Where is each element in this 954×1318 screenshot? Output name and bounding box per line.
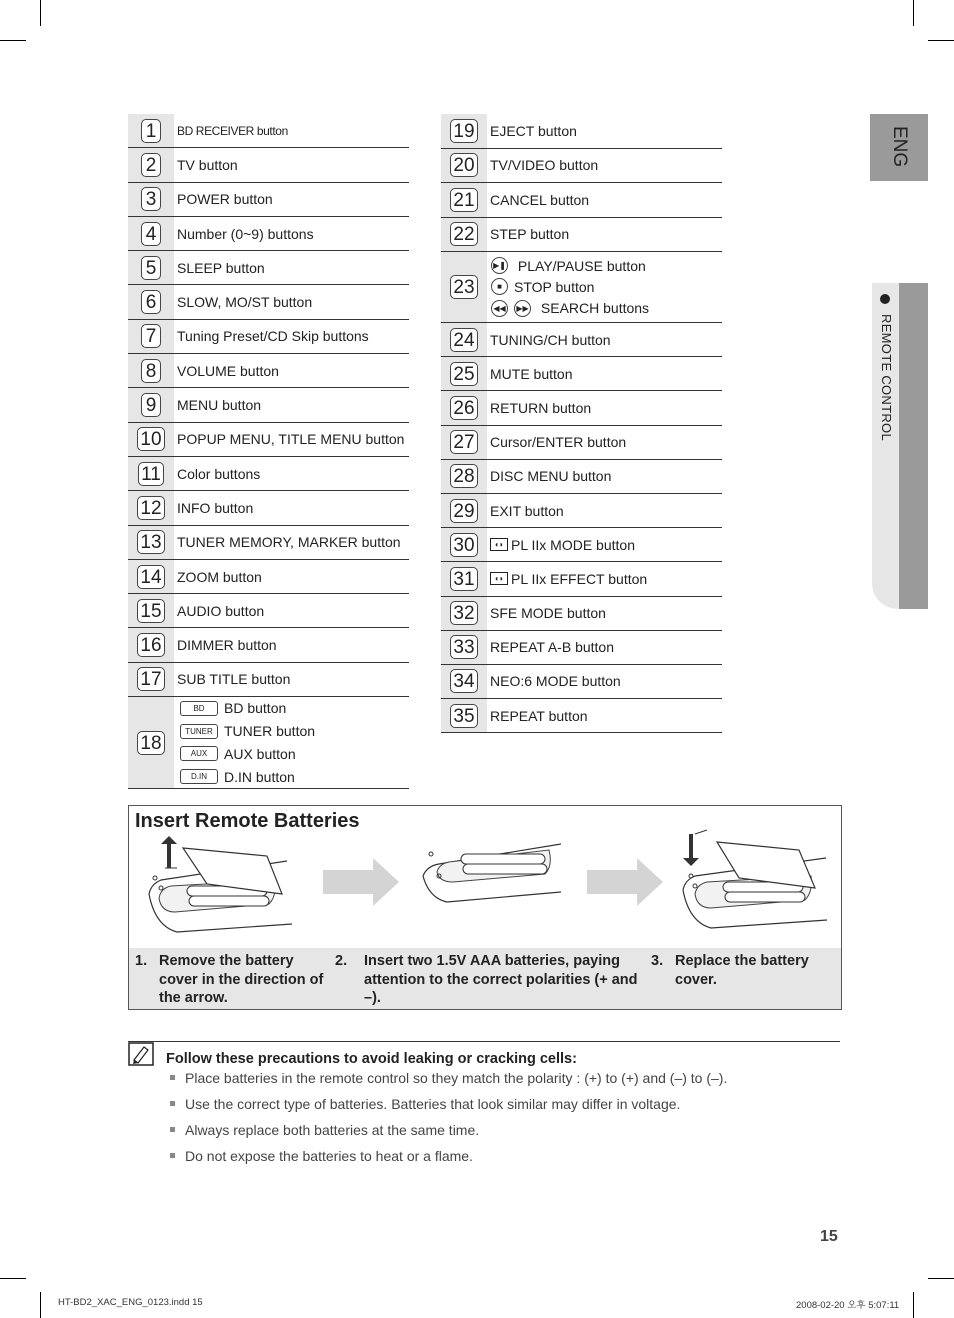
table-row-31 [441,562,722,596]
table-row-16 [128,628,409,662]
table-row-25 [441,357,722,391]
item-number: 31 [441,562,487,595]
din-key-icon: D.IN [180,769,218,784]
crop-mark [928,1278,954,1279]
item-label: EJECT button [490,122,577,139]
section-label: REMOTE CONTROL [879,314,894,441]
item-label: RETURN button [490,399,592,416]
crop-mark [913,0,914,26]
item-label: POPUP MENU, TITLE MENU button [177,431,405,448]
item-number: 15 [128,594,174,627]
item-number: 22 [441,218,487,252]
bd-key-icon: BD [180,701,218,716]
item-label: TV button [177,156,238,173]
remote-close-cover-illustration [681,828,831,946]
bullet-dot-icon [880,294,890,304]
item-label: SUB TITLE button [177,671,291,688]
item-label: BD RECEIVER button [177,123,288,138]
dolby-icon: ◖◗ [490,572,508,585]
step-arrow-icon [587,858,665,906]
item-label: MUTE button [490,365,573,382]
page-number: 15 [820,1228,838,1245]
list-item: Do not expose the batteries to heat or a flame. [168,1146,808,1172]
left-button-table [128,114,409,789]
bd-item: BD BD button [180,697,286,720]
item-number: 19 [441,114,487,148]
tuner-item: TUNER TUNER button [180,720,315,743]
item-number: 28 [441,460,487,493]
item-number: 11 [128,457,174,490]
table-row-23 [441,252,722,323]
table-row-9 [128,388,409,422]
note-icon [128,1042,154,1066]
dolby-icon: ◖◗ [490,538,508,551]
item-number: 5 [128,251,174,284]
item-label: TV/VIDEO button [490,157,599,174]
table-row-26 [441,391,722,425]
table-row-12 [128,491,409,525]
table-row-32 [441,597,722,631]
item-label: VOLUME button [177,362,279,379]
item-label: ZOOM button [177,568,262,585]
item-number: 25 [441,357,487,390]
step-arrow-icon [323,858,401,906]
item-label: TUNER MEMORY, MARKER button [177,534,401,551]
footer-date: 2008-02-20 오후 5:07:11 [796,1300,900,1311]
crop-mark [928,40,954,41]
din-item: D.IN D.IN button [180,765,295,788]
table-row-10 [128,423,409,457]
note-heading: Follow these precautions to avoid leaking or cracking cells: [166,1051,577,1067]
right-button-table [441,114,722,733]
item-number: 21 [441,183,487,217]
item-number: 17 [128,663,174,696]
item-number: 4 [128,217,174,250]
stop-icon: ■ [491,278,508,295]
table-row-8 [128,354,409,388]
play-pause-icon: ▶❚ [491,257,508,274]
item-label: POWER button [177,191,273,208]
item-number: 34 [441,665,487,698]
table-row-18 [128,697,409,789]
stop-item: ■ STOP button [491,276,594,297]
item-number: 32 [441,597,487,630]
table-row-24 [441,323,722,357]
item-label: TUNING/CH button [490,331,611,348]
item-label: DIMMER button [177,637,277,654]
table-row-1 [128,114,409,148]
list-item: Use the correct type of batteries. Batteries that look similar may differ in voltage. [168,1094,808,1120]
table-row-33 [441,631,722,665]
item-number: 12 [128,491,174,524]
item-number: 14 [128,560,174,593]
table-row-13 [128,526,409,560]
crop-mark [40,0,41,26]
item-label: MENU button [177,397,262,414]
table-row-34 [441,665,722,699]
table-row-4 [128,217,409,251]
list-item: Always replace both batteries at the same time. [168,1120,808,1146]
item-label: Number (0~9) buttons [177,225,314,242]
item-label: SLOW, MO/ST button [177,294,313,311]
item-label: ◖◗ PL IIx MODE button [487,528,722,561]
section-title: Insert Remote Batteries [135,810,360,832]
item-number: 23 [441,252,487,322]
aux-key-icon: AUX [180,746,218,761]
table-row-29 [441,494,722,528]
remote-open-cover-illustration [147,836,297,946]
note-list [168,1068,808,1172]
item-label: SFE MODE button [490,605,606,622]
table-row-21 [441,183,722,218]
item-number: 18 [128,697,174,788]
item-label: CANCEL button [490,191,590,208]
item-label: SLEEP button [177,259,265,276]
item-number: 27 [441,426,487,459]
item-label: AUDIO button [177,602,265,619]
item-label: Color buttons [177,465,261,482]
table-row-5 [128,251,409,285]
row-23-list [487,252,722,322]
item-label: STEP button [490,226,570,243]
search-item: ◀◀ ▶▶ SEARCH buttons [491,297,649,319]
table-row-6 [128,285,409,319]
crop-mark [913,1292,914,1318]
item-number: 24 [441,323,487,356]
item-number: 3 [128,183,174,216]
item-label: EXIT button [490,502,564,519]
table-row-22 [441,218,722,253]
crop-mark [0,40,26,41]
item-number: 26 [441,391,487,424]
item-number: 8 [128,354,174,387]
remote-insert-batteries-illustration [419,836,569,946]
row-18-list [174,697,409,788]
crop-mark [0,1278,26,1279]
crop-mark [40,1292,41,1318]
item-number: 35 [441,699,487,732]
table-row-17 [128,663,409,697]
item-number: 29 [441,494,487,527]
table-row-7 [128,320,409,354]
footer-file: HT-BD2_XAC_ENG_0123.indd 15 [58,1297,203,1308]
item-number: 6 [128,285,174,318]
item-label: DISC MENU button [490,468,612,485]
item-number: 33 [441,631,487,664]
battery-precautions-note [128,1041,840,1164]
item-number: 13 [128,526,174,559]
item-number: 10 [128,423,174,456]
item-label: NEO:6 MODE button [490,673,621,690]
table-row-27 [441,426,722,460]
table-row-2 [128,148,409,182]
item-number: 30 [441,528,487,561]
table-row-28 [441,460,722,494]
item-label: REPEAT A-B button [490,639,614,656]
item-label: REPEAT button [490,707,588,724]
table-row-20 [441,149,722,184]
item-label: INFO button [177,499,254,516]
table-row-35 [441,699,722,733]
item-number: 7 [128,320,174,353]
item-number: 1 [128,114,174,147]
aux-item: AUX AUX button [180,743,296,766]
table-row-15 [128,594,409,628]
list-item: Place batteries in the remote control so they match the polarity : (+) to (+) and (–) to (–). [168,1068,808,1094]
item-number: 20 [441,149,487,183]
language-tab: ENG [870,114,928,181]
item-label: ◖◗ PL IIx EFFECT button [487,562,722,595]
item-number: 2 [128,148,174,181]
play-pause-item: ▶❚ PLAY/PAUSE button [491,255,646,276]
fast-forward-icon: ▶▶ [514,300,531,317]
item-number: 9 [128,388,174,421]
item-label: Cursor/ENTER button [490,434,627,451]
battery-steps: 1. Remove the battery cover in the direction of the arrow. 2. Insert two 1.5V AAA batteries, paying attention to the correct polarities (+ and –). 3. Replace the battery cover. [129,948,841,1009]
table-row-14 [128,560,409,594]
item-label: Tuning Preset/CD Skip buttons [177,328,369,345]
item-number: 16 [128,628,174,661]
table-row-3 [128,183,409,217]
table-row-11 [128,457,409,491]
rewind-icon: ◀◀ [491,300,508,317]
tuner-key-icon: TUNER [180,724,218,739]
table-row-30 [441,528,722,562]
section-sidebar [872,283,928,609]
table-row-19 [441,114,722,149]
insert-batteries-panel [128,805,842,1010]
